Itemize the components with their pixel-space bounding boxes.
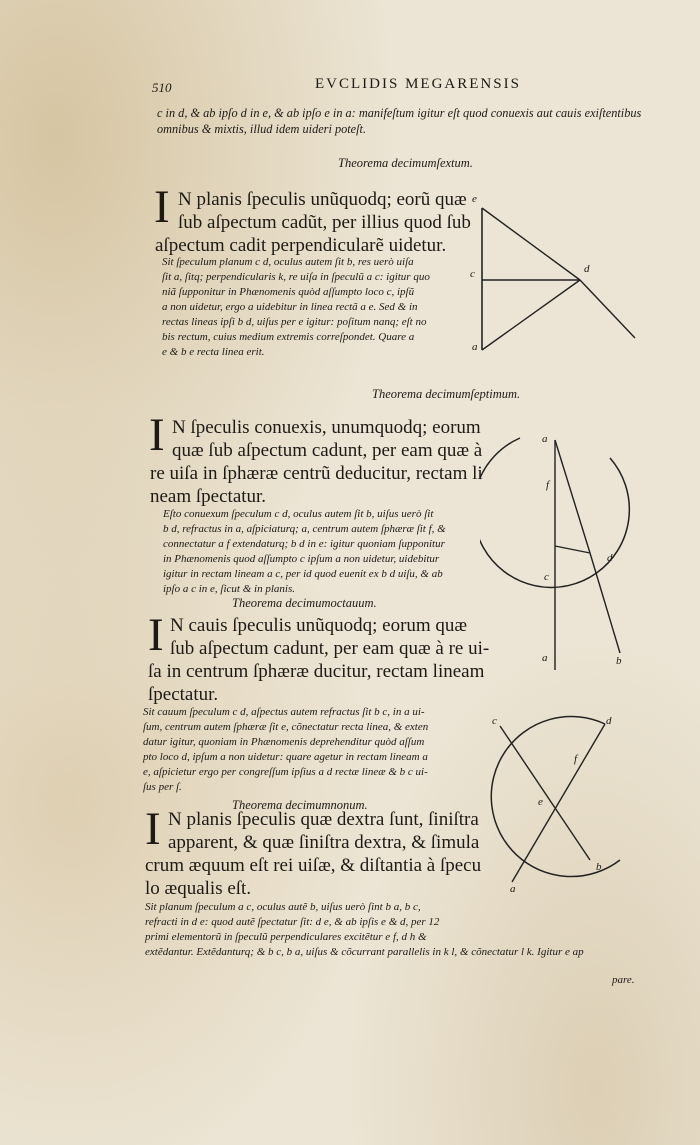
proposition-line: ſub aſpectum cadũt, per illius quod ſub (178, 212, 471, 233)
figure-label: e (538, 796, 543, 808)
theorem17-proof (163, 507, 446, 597)
theorem17-proposition-cont (150, 462, 483, 508)
proof-line: igitur in rectam lineam a c, per id quod euenit ex b d uiſu, & ab (163, 568, 443, 580)
ray-line (482, 280, 580, 350)
figure-label: d (584, 263, 590, 275)
theorem16-proof (162, 255, 430, 360)
ray-line (482, 208, 580, 280)
proof-line: ſus per ſ. (143, 781, 182, 793)
theorem17-title: Theorema decimumſeptimum. (372, 387, 521, 401)
proof-line: rectas lineas ipſi b d, uiſus per e igitur: poſitum nanq; eſt no (162, 316, 427, 328)
proof-line: niã ſupponitur in Phænomenis quòd aſſumpto loco c, ipſũ (162, 286, 415, 298)
proof-line: e & b e recta linea erit. (162, 346, 265, 358)
theorem16-figure (460, 190, 650, 360)
page-number: 510 (152, 80, 172, 95)
proposition-line: N ſpeculis conuexis, unumquodq; eorum (172, 417, 481, 438)
proof-line: e, aſpicietur ergo per congreſſum ipſius a d rectæ lineæ & b c ui- (143, 766, 428, 778)
proposition-line: apparent, & quæ ſiniſtra dextra, & ſimula (168, 832, 480, 853)
figure-label: d (607, 552, 613, 564)
proof-line: ſum, centrum autem ſphæræ ſit e, cõnectatur recta linea, & exten (143, 721, 429, 733)
figure-label: a (510, 883, 516, 895)
proof-line: Sit cauum ſpeculum c d, aſpectus autem refractus ſit b c, in a ui- (143, 706, 425, 718)
ray-line (500, 726, 590, 860)
figure-label: e (472, 193, 477, 205)
intro-text (157, 105, 641, 137)
figure-label: c (544, 571, 549, 583)
proof-line: primi elementorũ in ſpeculũ perpendiculares excitẽtur e f, d h & (145, 931, 427, 943)
theorem19-proposition (168, 808, 479, 854)
proposition-line: quæ ſub aſpectum cadunt, per eam quæ à (172, 440, 483, 461)
proposition-line: N planis ſpeculis unũquodq; eorũ quæ (178, 189, 467, 210)
proof-line: Eſto conuexum ſpeculum c d, oculus autem ſit b, uiſus uerò ſit (163, 508, 434, 520)
figure-label: c (492, 715, 497, 727)
proposition-line: crum æquum eſt rei uiſæ, & diſtantia à ſpecu (145, 855, 482, 876)
proposition-line: ſpectatur. (148, 684, 219, 705)
theorem18-proof (143, 705, 428, 795)
theorem17-proposition (172, 416, 482, 462)
proof-line: ſit a, ſitq; perpendicularis k, re uiſa in ſpeculũ a c: igitur quo (162, 271, 430, 283)
proposition-line: re uiſa in ſphæræ centrũ deducitur, rectam li (150, 463, 483, 484)
proof-line: b d, refractus in a, aſpiciaturq; a, centrum autem ſphæræ ſit f, & (163, 523, 446, 535)
proof-line: datur igitur, quoniam in Phænomenis deprehenditur quòd aſſum (143, 736, 425, 748)
proposition-line: neam ſpectatur. (150, 486, 267, 507)
figure-label: a (542, 433, 548, 445)
theorem19-title: Theorema decimumnonum. (232, 798, 368, 812)
proposition-line: ſub aſpectum cadunt, per eam quæ à re ui- (170, 638, 490, 659)
theorem17-figure (480, 428, 660, 678)
figure-label: f (546, 479, 550, 491)
figure-label: c (470, 268, 475, 280)
theorem17-dropcap: I (149, 409, 165, 461)
figure-label: b (616, 655, 622, 667)
theorem18-proposition (170, 614, 489, 660)
theorem18-dropcap: I (148, 609, 164, 661)
theorem19-proposition-cont (145, 854, 481, 900)
proof-line: pare. (612, 974, 635, 986)
proof-line: ipſo a c in e, ſicut & in planis. (163, 583, 295, 595)
theorem18-figure (470, 710, 660, 900)
theorem18-proposition-cont (148, 660, 484, 706)
proof-line: Sit planum ſpeculum a c, oculus autẽ b, uiſus uerò ſint b a, b c, (145, 901, 421, 913)
proposition-line: N cauis ſpeculis unũquodq; eorum quæ (170, 615, 468, 636)
theorem16-proposition (178, 188, 471, 234)
proof-line: connectatur a f extendaturq; b d in e: igitur quoniam ſupponitur (163, 538, 445, 550)
figure-label: a (542, 652, 548, 664)
figure-label: a (472, 341, 478, 353)
figure-label: d (606, 715, 612, 727)
theorem16-dropcap: I (154, 181, 170, 233)
theorem19-proof (145, 900, 584, 960)
proposition-line: ſa in centrum ſphæræ ducitur, rectam lineam (148, 661, 485, 682)
ray-line (580, 280, 635, 338)
theorem18-title: Theorema decimumoctauum. (232, 596, 377, 610)
proof-line: refracti in d e: quod autẽ ſpectatur ſit: d e, & ab ipſis e & d, per 12 (145, 916, 440, 928)
proof-line: extẽdantur. Extẽdanturq; & b c, b a, uiſus & cõcurrant parallelis in k l, & cõnectatur l k. Igitur e ap (145, 946, 584, 958)
ray-line (555, 546, 590, 553)
proof-line: a non uidetur, ergo a uidebitur in linea rectã a e. Sed & in (162, 301, 418, 313)
running-title: EVCLIDIS MEGARENSIS (315, 76, 521, 92)
ray-line (555, 440, 590, 553)
proof-line: in Phænomenis quod aſſumpto c ipſum a non uidetur, uidebitur (163, 553, 440, 565)
figure-label: b (596, 861, 602, 873)
figure-label: f (574, 753, 578, 765)
proof-line: Sit ſpeculum planum c d, oculus autem ſit b, res uerò uiſa (162, 256, 414, 268)
ray-line (590, 553, 620, 653)
proposition-line: N planis ſpeculis quæ dextra ſunt, ſiniſtra (168, 809, 479, 830)
proof-line: bis rectum, cuius medium extremis correſpondet. Quare a (162, 331, 415, 343)
proposition-line: lo æqualis eſt. (145, 878, 252, 899)
intro-line: c in d, & ab ipſo d in e, & ab ipſo e in a: manifeſtum igitur eſt quod conuexis aut cauis exiſtentibus (157, 106, 642, 120)
theorem16-title: Theorema decimumſextum. (338, 156, 473, 170)
theorem19-dropcap: I (145, 803, 161, 855)
proof-line: pto loco d, ipſum a non uidetur: quare agetur in rectam lineam a (143, 751, 428, 763)
intro-line: omnibus & mixtis, illud idem uideri poteſt. (157, 122, 367, 136)
proposition-line: aſpectum cadit perpendicularẽ uidetur. (155, 235, 447, 256)
ray-line (512, 724, 605, 882)
